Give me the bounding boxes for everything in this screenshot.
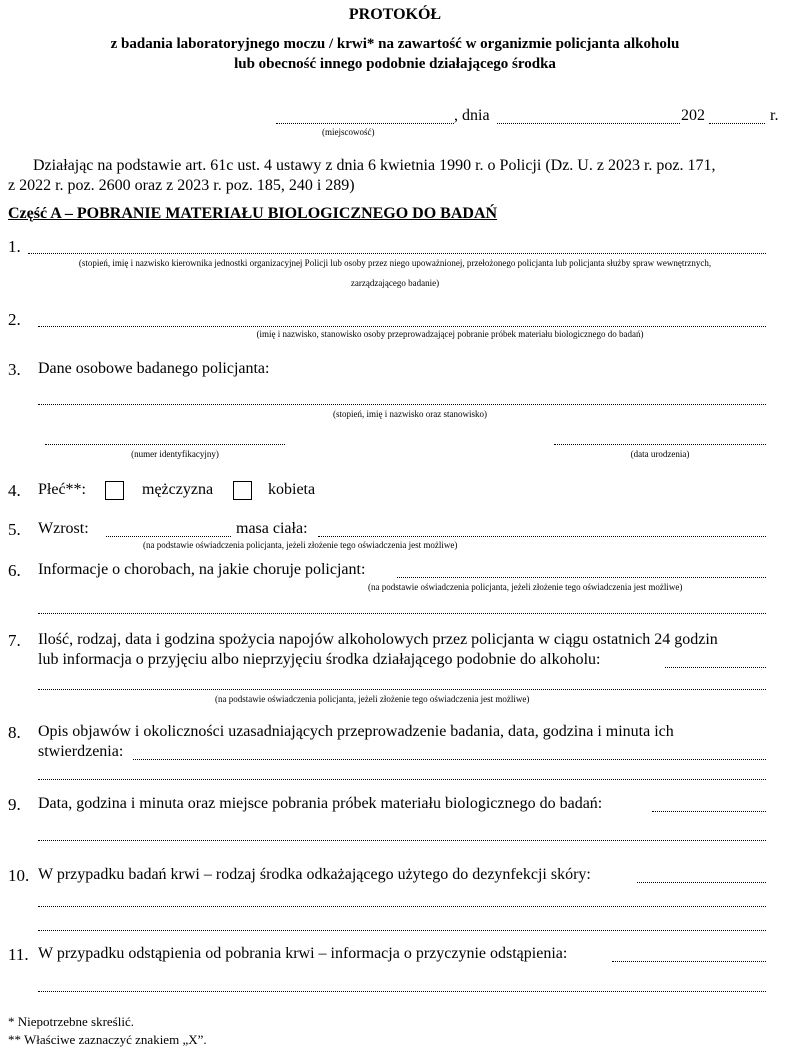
item8-line1: Opis objawów i okoliczności uzasadniających przeprowadzenie badania, data, godzina i minuta ich: [38, 723, 674, 740]
item7-line1: Ilość, rodzaj, data i godzina spożycia napojów alkoholowych przez policjanta w ciągu ostatnich 24 godzin: [38, 631, 718, 648]
gender-label: Płeć**:: [38, 481, 86, 498]
illness-field[interactable]: [397, 577, 766, 578]
item2-number: 2.: [8, 310, 21, 329]
mass-label: masa ciała:: [236, 520, 308, 537]
item1-caption-line2: zarządzającego badanie): [350, 278, 440, 288]
birth-date-caption: (data urodzenia): [630, 449, 690, 459]
item7-line2: lub informacja o przyjęciu albo nieprzyjęciu środka działającego podobnie do alkoholu:: [38, 651, 601, 668]
alcohol-info-field-2[interactable]: [38, 689, 766, 690]
item10-label: W przypadku badań krwi – rodzaj środka odkażającego użytego do dezynfekcji skóry:: [38, 866, 591, 883]
item8-line2: stwierdzenia:: [38, 743, 124, 760]
id-number-caption: (numer identyfikacyjny): [131, 449, 219, 459]
female-option-label: kobieta: [268, 481, 316, 498]
item6-caption: (na podstawie oświadczenia policjanta, jeżeli złożenie tego oświadczenia jest możliwe): [368, 582, 683, 592]
item6-label: Informacje o chorobach, na jakie choruje policjant:: [38, 561, 366, 578]
intro-line2: z 2022 r. poz. 2600 oraz z 2023 r. poz. 185, 240 i 289): [8, 177, 355, 194]
item2-caption: (imię i nazwisko, stanowisko osoby przeprowadzającej pobranie próbek materiału biologicznego do badań): [256, 329, 644, 339]
item10-number: 10.: [8, 866, 30, 885]
intro-line1: Działając na podstawie art. 61c ust. 4 ustawy z dnia 6 kwietnia 1990 r. o Policji (Dz. U. z 2023 r. poz. 171,: [33, 157, 716, 174]
item3-number: 3.: [8, 360, 21, 379]
footnote-2: ** Właściwe zaznaczyć znakiem „X”.: [8, 1032, 207, 1047]
disinfectant-field-2[interactable]: [38, 906, 766, 907]
height-field[interactable]: [106, 536, 231, 537]
item1-field[interactable]: [28, 253, 766, 254]
birth-date-field[interactable]: [554, 444, 766, 445]
height-label: Wzrost:: [38, 520, 89, 537]
item9-label: Data, godzina i minuta oraz miejsce pobrania próbek materiału biologicznego do badań:: [38, 795, 603, 812]
item3-label: Dane osobowe badanego policjanta:: [38, 360, 270, 377]
item5-caption: (na podstawie oświadczenia policjanta, jeżeli złożenie tego oświadczenia jest możliwe): [143, 540, 458, 550]
mass-field[interactable]: [318, 536, 766, 537]
blood-refusal-field[interactable]: [612, 961, 766, 962]
item5-number: 5.: [8, 520, 21, 539]
female-checkbox[interactable]: [233, 481, 252, 500]
dnia-label: , dnia: [454, 107, 490, 124]
item9-number: 9.: [8, 795, 21, 814]
place-field[interactable]: [276, 123, 454, 124]
id-number-field[interactable]: [45, 444, 285, 445]
date-field[interactable]: [497, 123, 680, 124]
place-caption: (miejscowość): [322, 127, 375, 137]
section-a-heading: Część A – POBRANIE MATERIAŁU BIOLOGICZNEGO DO BADAŃ: [8, 205, 498, 222]
symptoms-field-2[interactable]: [38, 779, 766, 780]
sampling-info-field[interactable]: [652, 811, 766, 812]
year-suffix: r.: [770, 107, 779, 124]
footnote-1: * Niepotrzebne skreślić.: [8, 1014, 134, 1029]
item8-number: 8.: [8, 723, 21, 742]
item11-number: 11.: [8, 945, 29, 964]
document-subtitle-line1: z badania laboratoryjnego moczu / krwi* na zawartość w organizmie policjanta alkoholu: [110, 36, 680, 52]
blood-refusal-field-2[interactable]: [38, 991, 766, 992]
item1-caption-line1: (stopień, imię i nazwisko kierownika jednostki organizacyjnej Policji lub osoby przez niego upoważnionej, przełożonego policjanta lub policjanta służby spraw wewnętrznych,: [78, 258, 712, 268]
symptoms-field[interactable]: [133, 759, 766, 760]
officer-name-caption: (stopień, imię i nazwisko oraz stanowisko): [333, 409, 487, 419]
disinfectant-field[interactable]: [637, 882, 766, 883]
item1-number: 1.: [8, 237, 21, 256]
disinfectant-field-3[interactable]: [38, 930, 766, 931]
item7-caption: (na podstawie oświadczenia policjanta, jeżeli złożenie tego oświadczenia jest możliwe): [215, 694, 530, 704]
page-title: PROTOKÓŁ: [348, 6, 442, 23]
illness-field-2[interactable]: [38, 613, 766, 614]
year-field[interactable]: [709, 123, 765, 124]
item11-label: W przypadku odstąpienia od pobrania krwi – informacja o przyczynie odstąpienia:: [38, 945, 568, 962]
item7-number: 7.: [8, 631, 21, 650]
male-option-label: mężczyzna: [142, 481, 214, 498]
item2-field[interactable]: [38, 326, 766, 327]
item6-number: 6.: [8, 561, 21, 580]
officer-name-field[interactable]: [38, 404, 766, 405]
year-prefix: 202: [681, 107, 705, 124]
document-subtitle-line2: lub obecność innego podobnie działającego środka: [234, 56, 556, 72]
item4-number: 4.: [8, 481, 21, 500]
male-checkbox[interactable]: [105, 481, 124, 500]
sampling-info-field-2[interactable]: [38, 840, 766, 841]
alcohol-info-field[interactable]: [665, 667, 766, 668]
